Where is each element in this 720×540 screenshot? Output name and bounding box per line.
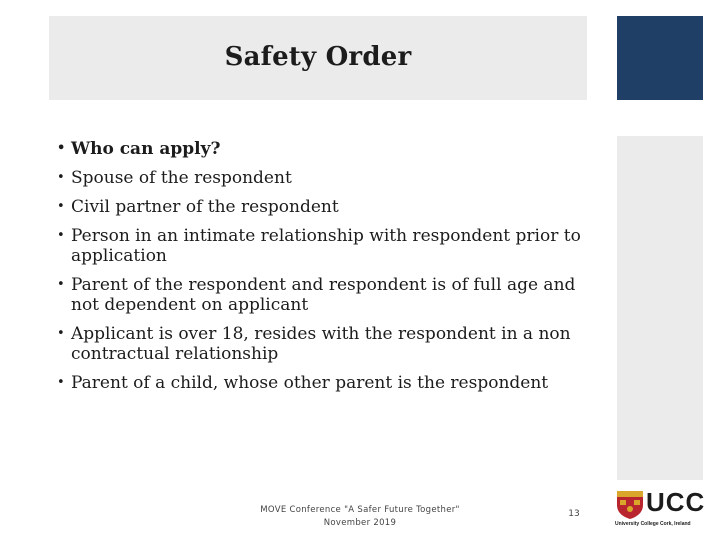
bullet-icon: • [57, 170, 65, 185]
bullet-icon: • [57, 326, 65, 341]
bullet-item [57, 168, 597, 188]
page-number: 13 [568, 509, 580, 519]
logo-wordmark: UCC [646, 487, 706, 517]
bullet-icon: • [57, 199, 65, 214]
bullet-text: Parent of the respondent and respondent is of full age and not dependent on applicant [71, 275, 576, 315]
bullet-text: Who can apply? [71, 139, 221, 159]
side-panel [617, 136, 703, 480]
bullet-item [57, 139, 597, 159]
bullet-icon: • [57, 141, 66, 156]
conference-name: MOVE Conference "A Safer Future Together" [260, 505, 460, 515]
bullet-item [57, 324, 597, 364]
bullet-list [57, 139, 597, 402]
bullet-text: Person in an intimate relationship with respondent prior to application [71, 226, 581, 266]
bullet-item [57, 373, 597, 393]
ucc-logo [615, 489, 705, 533]
bullet-text: Civil partner of the respondent [71, 197, 339, 217]
conference-date: November 2019 [323, 518, 397, 528]
bullet-icon: • [57, 277, 65, 292]
bullet-text: Parent of a child, whose other parent is the respondent [71, 373, 549, 393]
bullet-item [57, 197, 597, 217]
footer-conference [250, 504, 470, 530]
logo-caption: University College Cork, Ireland [615, 521, 691, 527]
slide-title: Safety Order [224, 42, 412, 72]
bullet-icon: • [57, 375, 65, 390]
accent-square [617, 16, 703, 100]
bullet-icon: • [57, 228, 65, 243]
title-band [49, 16, 587, 100]
bullet-item [57, 275, 597, 315]
bullet-text: Spouse of the respondent [71, 168, 292, 188]
bullet-text: Applicant is over 18, resides with the respondent in a non contractual relationship [71, 324, 571, 364]
bullet-item [57, 226, 597, 266]
